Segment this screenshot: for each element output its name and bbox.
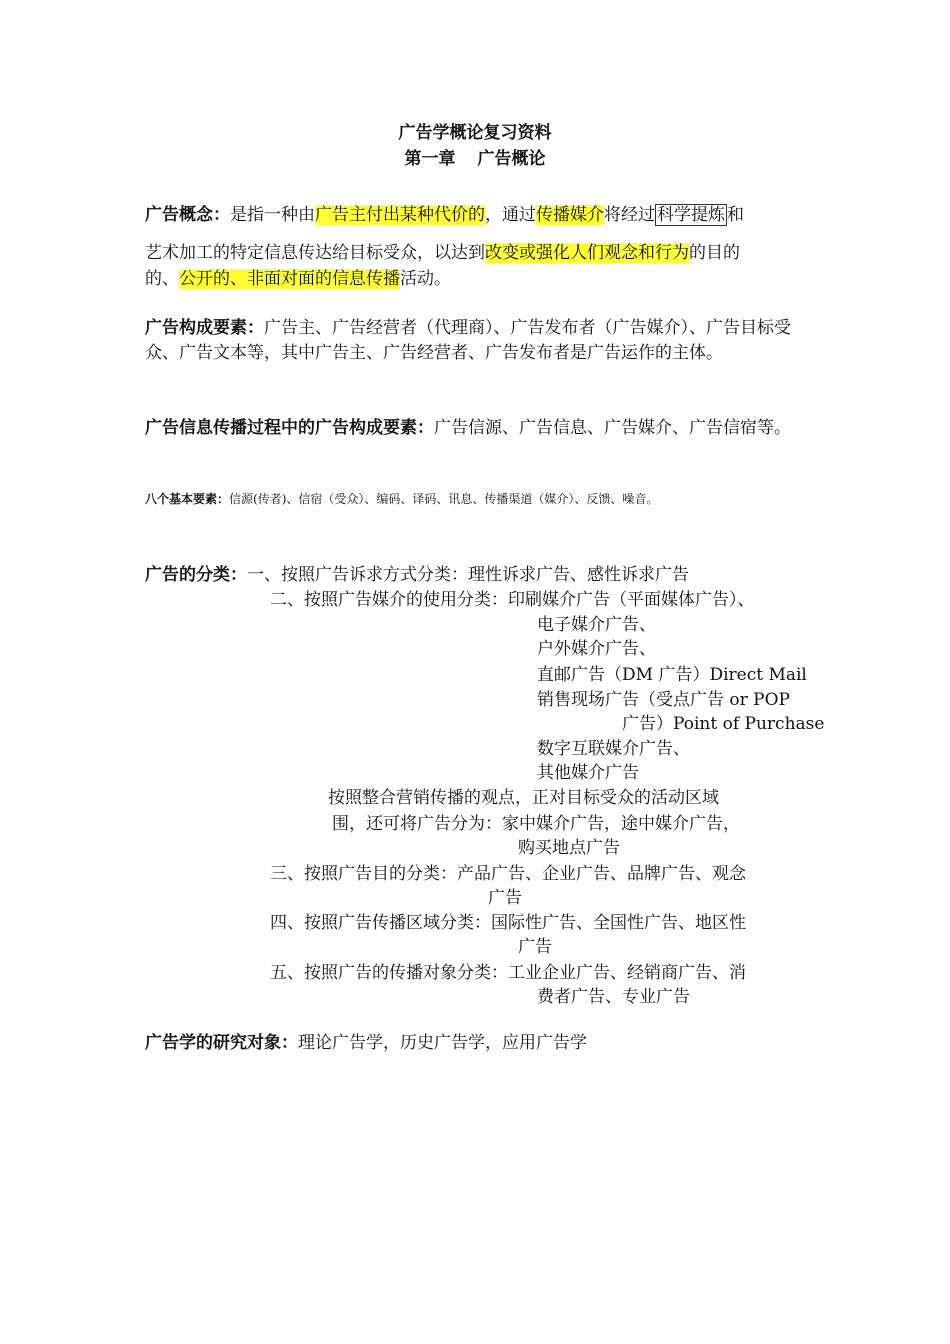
elements-paragraph [145,316,810,366]
highlight-nature: 公开的、非面对面的信息传播 [179,269,400,289]
concept-label: 广告概念： [145,205,230,225]
concept-text: 的、 [145,269,179,289]
basic-label: 八个基本要素： [145,492,230,506]
elements-text: 广告主、广告经营者（代理商）、广告发布者（广告媒介）、广告目标受众、广告文本等，其中广告主、广告经营者、广告发布者是广告运作的主体。 [145,318,791,363]
media-item: 数字互联媒介广告、 [537,739,690,759]
classification-line-4: 四、按照广告传播区域分类：国际性广告、全国性广告、地区性 [270,913,746,933]
chapter-name: 广告概论 [477,149,546,169]
classification-line-5: 五、按照广告的传播对象分类：工业企业广告、经销商广告、消 [270,963,746,983]
concept-text: 将经过 [604,205,655,225]
basic-text: 信源(传者)、信宿（受众）、编码、译码、讯息、传播渠道（媒介）、反馈、噪音。 [229,492,659,506]
concept-text: 艺术加工的特定信息传达给目标受众，以达到 [145,243,485,263]
imc-line: 围，还可将广告分为：家中媒介广告，途中媒介广告， [332,814,740,834]
highlight-goal: 改变或强化人们观念和行为 [485,243,689,263]
document-title: 广告学概论复习资料 [398,123,552,143]
classification-line-2: 二、按照广告媒介的使用分类：印刷媒介广告（平面媒体广告）、 [270,590,755,610]
classification-line-5-cont: 费者广告、专业广告 [537,987,690,1007]
highlight-advertiser: 广告主付出某种代价的 [315,205,485,225]
process-text: 广告信源、广告信息、广告媒介、广告信宿等。 [434,418,791,438]
imc-line: 按照整合营销传播的观点，正对目标受众的活动区域 [328,788,719,808]
classification-line-3: 三、按照广告目的分类：产品广告、企业广告、品牌广告、观念 [270,864,746,884]
media-item: 电子媒介广告、 [537,615,656,635]
concept-text: ，通过 [485,205,536,225]
chapter-number: 第一章 [404,149,456,169]
concept-text: 和 [727,205,744,225]
media-item: 广告）Point of Purchase [622,714,825,734]
concept-line-1 [145,202,810,228]
process-paragraph [145,416,810,441]
research-line [145,1031,587,1055]
media-item: 户外媒介广告、 [537,639,656,659]
media-item: 其他媒介广告 [537,763,639,783]
concept-text: 活动。 [400,269,451,289]
chapter-heading [0,144,950,169]
classification-line-4-cont: 广告 [518,937,552,957]
process-label: 广告信息传播过程中的广告构成要素： [145,418,434,438]
classification-line-1 [145,563,689,587]
concept-paragraph [145,202,810,292]
research-label: 广告学的研究对象： [145,1033,298,1053]
concept-text: 是指一种由 [230,205,315,225]
concept-line-2 [145,240,810,266]
research-text: 理论广告学，历史广告学，应用广告学 [298,1033,587,1053]
classification-label: 广告的分类： [145,565,247,585]
boxed-term: 科学提炼 [657,205,725,225]
concept-text: 的目的 [689,243,740,263]
media-item: 直邮广告（DM 广告）Direct Mail [537,665,807,685]
classification-line-3-cont: 广告 [488,888,522,908]
imc-line: 购买地点广告 [518,838,620,858]
highlight-media: 传播媒介 [536,205,604,225]
elements-label: 广告构成要素： [145,318,264,338]
media-item: 销售现场广告（受点广告 or POP [537,690,790,710]
classification-text: 一、按照广告诉求方式分类：理性诉求广告、感性诉求广告 [247,565,689,585]
basic-elements [145,490,658,508]
concept-line-3 [145,266,810,292]
